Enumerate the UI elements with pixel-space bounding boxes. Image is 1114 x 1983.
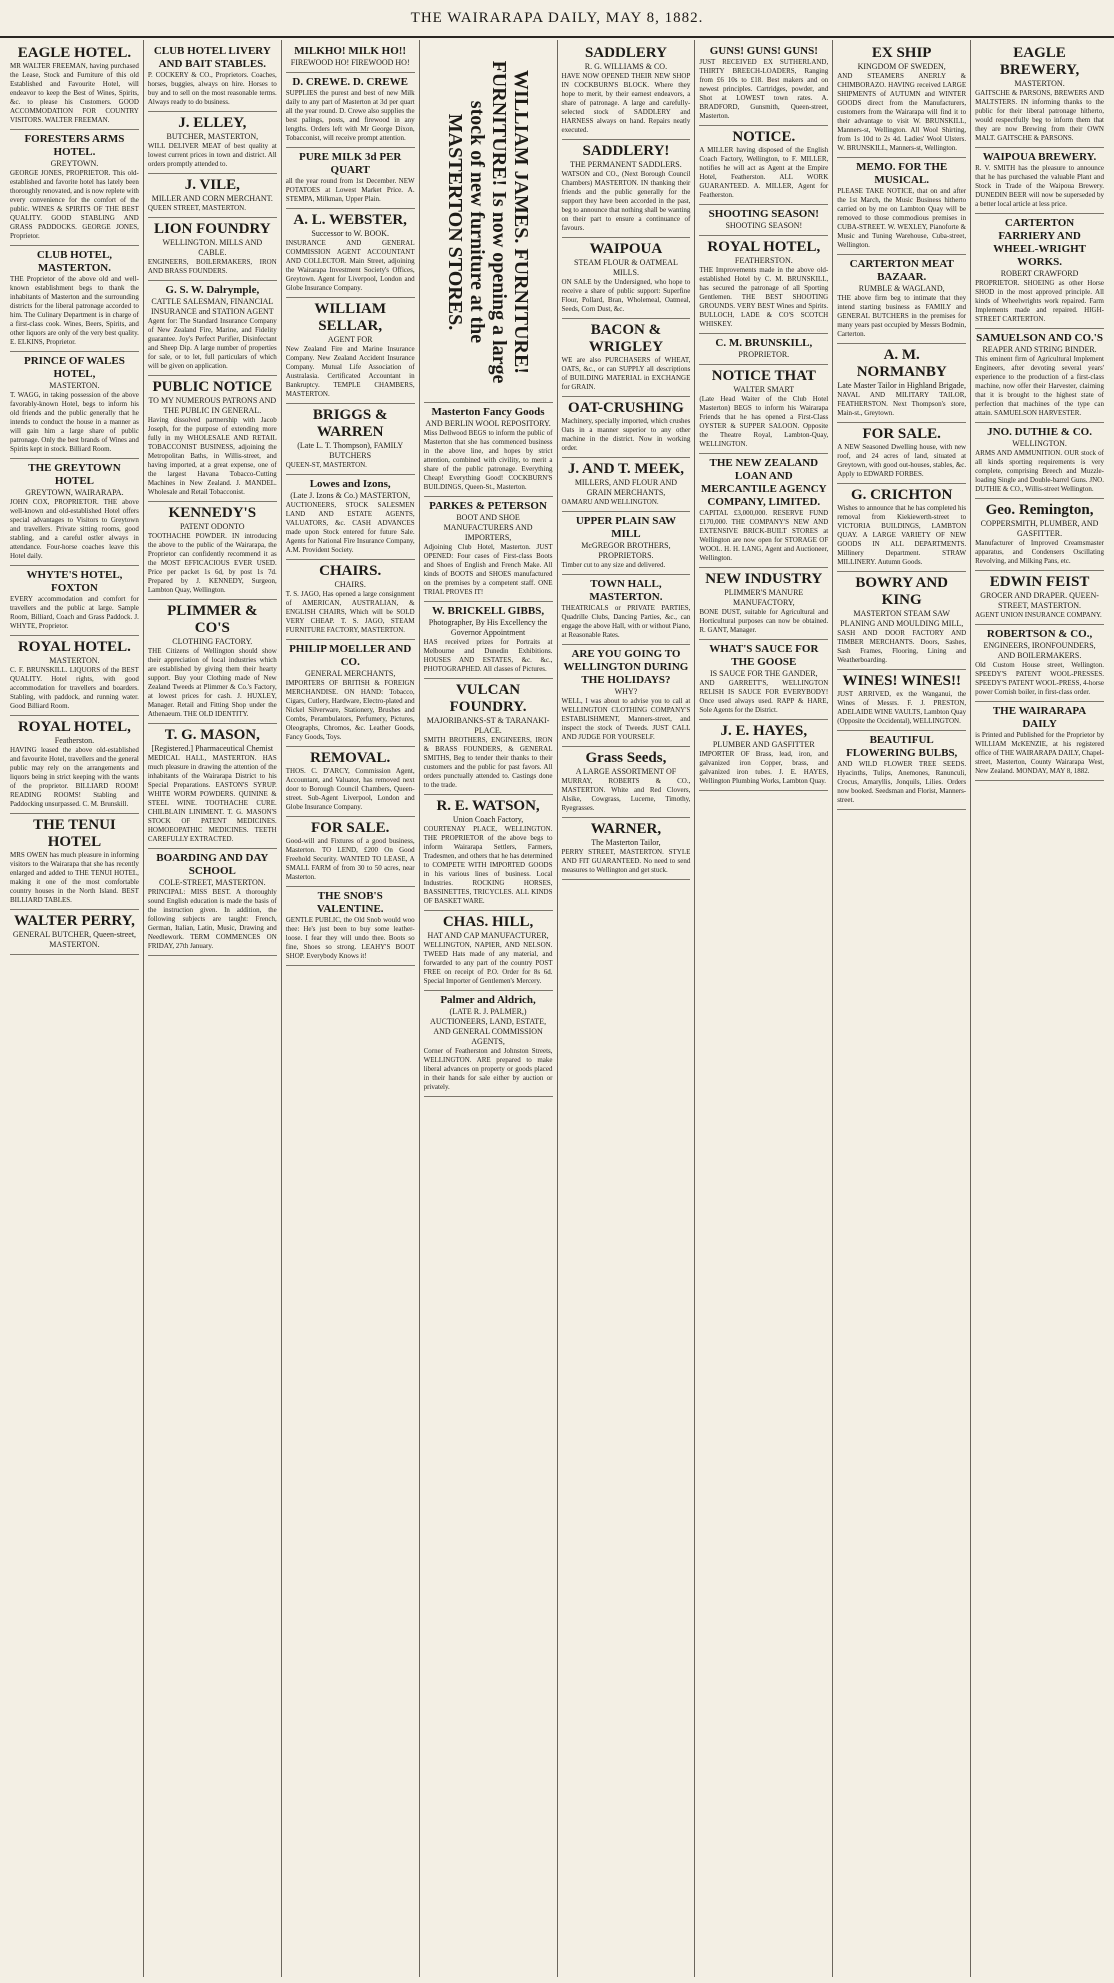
ad-body: Machinery, specially imported, which crushes Oats in a manner superior to any other machine in the district. Now in working order.	[561, 417, 691, 452]
advertisement	[286, 817, 415, 887]
advertisement	[699, 568, 828, 640]
ad-body: PRINCIPAL: MISS BEST. A thoroughly sound English education is made the basis of the instruction given. In addition, the following subjects are taught: French, German, Italian, Latin, Music, Drawing and Needlework. TERM COMMENCES ON FRIDAY, 27th January.	[147, 888, 277, 950]
ad-title: WHYTE'S HOTEL, FOXTON	[26, 569, 123, 594]
advertisement	[562, 575, 691, 645]
ad-body: New Zealand Fire and Marine Insurance Company. New Zealand Accident Insurance Company. Mutual Life Association of Australasia. Certificated Accountant in Bankruptcy. TEMPLE CHAMBERS, MASTERTON.	[285, 345, 415, 398]
ad-title: CARTERTON FARRIERY AND WHEEL-WRIGHT WORKS.	[993, 217, 1087, 268]
ad-subtitle: BOOT AND SHOE MANUFACTURERS AND IMPORTERS,	[443, 513, 533, 542]
ad-body: AGENT UNION INSURANCE COMPANY.	[975, 611, 1102, 619]
advertisement	[837, 344, 966, 423]
ad-title: J. ELLEY,	[178, 115, 247, 131]
advertisement	[286, 475, 415, 560]
advertisement	[148, 502, 277, 600]
column-4	[420, 40, 558, 1977]
ad-title: CARTERTON MEAT BAZAAR.	[849, 258, 954, 283]
ad-title: NOTICE.	[732, 129, 796, 145]
ad-body: ENGINEERS, BOILERMAKERS, IRON AND BRASS FOUNDERS.	[147, 258, 277, 275]
ad-body: THE Proprietor of the above old and well-known establishment begs to thank the inhabitants of Masterton and the surrounding districts for the liberal patronage accorded to him. The Culinary Department is in charge of a first-class cook. Wines, Beers, Spirits, and other liquors are only of the very best quality. E. ELKINS, Proprietor.	[10, 275, 139, 346]
ad-title: WALTER PERRY,	[13, 913, 135, 929]
advertisement	[148, 849, 277, 956]
advertisement	[10, 130, 139, 246]
ad-title: A. L. WEBSTER,	[293, 212, 407, 228]
ad-subtitle: ENGINEERS, IRONFOUNDERS, AND BOILERMAKERS.	[983, 641, 1096, 660]
ad-title: PLIMMER & CO'S	[167, 603, 258, 636]
advertisement	[699, 42, 828, 126]
ad-subtitle: TO MY NUMEROUS PATRONS AND THE PUBLIC IN GENERAL.	[148, 396, 277, 415]
advertisement	[148, 376, 277, 502]
advertisement	[975, 42, 1104, 148]
advertisement	[562, 458, 691, 512]
ad-subtitle: PATENT ODONTO	[180, 522, 245, 531]
ad-body: MURRAY, ROBERTS & CO., MASTERTON. White and Red Clovers, Alsike, Cowgrass, Lucerne, Timothy, Ryegrasses.	[561, 777, 691, 812]
ad-subtitle: MASTERTON STEAM SAW PLANING AND MOULDING MILL,	[840, 609, 964, 628]
ad-subtitle: MASTERTON.	[49, 381, 100, 390]
ad-title: THE TENUI HOTEL	[33, 817, 116, 850]
ad-body: GAITSCHE & PARSONS, BREWERS AND MALTSTERS. IN informing thanks to the public for their liberal patronage hitherto, would respectfully beg to inform them that they are now Brewing from their OWN MALT. GAITSCHE & PARSONS.	[975, 89, 1104, 142]
ad-body: Adjoining Club Hotel, Masterton. JUST OPENED: Four cases of First-class Boots and Shoes of English and French Make. All kinds of BOOTS and SHOES manufactured on the premises by a competent staff. ONE TRIAL PROVES IT!	[423, 543, 553, 596]
ad-subtitle: The Masterton Tailor,	[591, 838, 661, 847]
ad-body: SASH AND DOOR FACTORY AND TIMBER MERCHANTS. Doors, Sashes, Sash Frames, Flooring, Lining and Weatherboarding.	[837, 629, 967, 664]
ad-body: AND GARRETT'S, WELLINGTON RELISH IS SAUCE FOR EVERYBODY! Once used always used. RAPP & HARE, Sole Agents for the District.	[699, 679, 829, 714]
ad-body: BONE DUST, suitable for Agricultural and Horticultural purposes can now be obtained. R. GANT, Manager.	[699, 608, 829, 634]
advertisement	[562, 818, 691, 880]
advertisement	[975, 499, 1104, 571]
ad-title: Palmer and Aldrich,	[440, 994, 536, 1006]
ad-body: Old Custom House street, Wellington. SPEEDY'S PATENT WOOL-PRESSES. SPEEDY'S PATENT WOOL-PRESS, 4-horse power Cornish boiler, in first-class order.	[975, 661, 1104, 696]
ad-subtitle: WHY?	[614, 687, 638, 696]
ad-body: Manufacturer of Improved Creamsmaster apparatus, and Condensers Oscillating Revolving, and Milking Pans, etc.	[975, 539, 1104, 565]
ad-title: SAMUELSON AND CO.'S	[976, 332, 1103, 344]
advertisement	[10, 566, 139, 636]
ad-body: Good-will and Fixtures of a good business, Masterton. TO LEND, £200 On Good Freehold Security. WANTED TO LEASE, A SMALL FARM of from 30 to 50 acres, near Masterton.	[285, 837, 415, 881]
ad-title: WAIPOUA	[589, 241, 663, 257]
ad-body: JUST ARRIVED, ex the Wanganui, the Wines of Messrs. F. J. PRESTON, ADELAIDE WINE VAULTS, Lambton Quay (Opposite the Occidental), WELLINGTON.	[837, 690, 967, 725]
ad-title: ROBERTSON & CO.,	[986, 628, 1093, 640]
advertisement	[562, 397, 691, 458]
ad-body: Wishes to announce that he has completed his removal from Kiekiewerth-street to VICTORIA BUILDINGS, LAMBTON QUAY. A LARGE VARIETY OF NEW GOODS IN ALL DEPARTMENTS. Millinery Department. STRAW MILLINERY. Autumn Goods.	[837, 504, 967, 566]
ad-body: GEORGE JONES, PROPRIETOR. This old-established and favorite hotel has lately been thoroughly renovated, and is now replete with every convenience for the comfort of the public. WINES & SPIRITS OF THE BEST QUALITY. GOOD STABLING AND GRASS PADDOCKS. GEORGE JONES, Proprietor.	[10, 169, 139, 240]
column-7	[833, 40, 971, 1977]
ad-subtitle: PROPRIETOR.	[738, 350, 790, 359]
ad-title: PARKES & PETERSON	[429, 500, 547, 512]
advertisement	[699, 205, 828, 236]
advertisement	[975, 329, 1104, 423]
ad-subtitle: STEAM FLOUR & OATMEAL MILLS.	[574, 258, 678, 277]
advertisement	[975, 148, 1104, 214]
advertisement	[975, 423, 1104, 499]
ad-title: MEMO. FOR THE MUSICAL.	[856, 161, 948, 186]
ad-body: P. COCKERY & CO., Proprietors. Coaches, horses, buggies, always on hire. Horses to buy and to sell on the most reasonable terms. Always ready to do business.	[147, 71, 277, 106]
ad-title: WHAT'S SAUCE FOR THE GOOSE	[709, 643, 819, 668]
ad-subtitle: Successor to W. BOOK.	[311, 229, 389, 238]
ad-body: EVERY accommodation and comfort for travellers and the public at large. Sample Room, Billiard, Coach and Grass Paddock. J. WHYTE, Proprietor.	[10, 595, 139, 630]
ad-subtitle: SHOOTING SEASON!	[725, 221, 803, 230]
ad-title: WAIPOUA BREWERY.	[982, 151, 1097, 163]
ad-title: JNO. DUTHIE & CO.	[987, 426, 1092, 438]
masthead: THE WAIRARAPA DAILY, MAY 8, 1882.	[0, 0, 1114, 38]
ad-title: Geo. Remington,	[985, 502, 1094, 518]
ad-body: GENTLE PUBLIC, the Old Snob would woo thee: He's just been to buy some leather-loose. I fear they will undo thee. Boots so fine, Shoes so strong. LEAHY'S BOOT SHOP. Everybody Knows it!	[285, 916, 415, 960]
ad-title: J. E. HAYES,	[720, 723, 808, 739]
advertisement	[837, 158, 966, 255]
ad-subtitle: GENERAL BUTCHER, Queen-street, MASTERTON.	[12, 930, 137, 949]
ad-body: MR WALTER FREEMAN, having purchased the Lease, Stock and Furniture of this old Established and Favourite Hotel, will endeavor to keep the Best of Wines, Spirits, &c. to please his Customers. GOOD ACCOMMODATION FOR COUNTRY VISITORS. WALTER FREEMAN.	[10, 62, 139, 124]
ad-body: THE Improvements made in the above old-established Hotel by C. M. BRUNSKILL, has secured the patronage of all Sporting Gentlemen. THE BEST SHOOTING GROUNDS. VERY BEST Wines and Spirits. BULLOCH, LADE & CO'S SCOTCH WHISKEY.	[699, 266, 829, 328]
ad-title: VULCAN FOUNDRY.	[449, 682, 527, 715]
ad-title: BOARDING AND DAY SCHOOL	[156, 852, 269, 877]
ad-subtitle: COPPERSMITH, PLUMBER, AND GASFITTER.	[980, 519, 1099, 538]
advertisement	[975, 702, 1104, 781]
rotated-advertisement	[424, 42, 553, 403]
ad-body: Miss Dellwood BEGS to inform the public of Masterton that she has commenced business in the above line, and hopes by strict attention, combined with civility, to merit a share of the public patronage. Everything Cheap! Everything Good! COCKBURN'S BUILDINGS, Queen-St., Masterton.	[423, 429, 553, 491]
ad-title: NOTICE THAT	[711, 368, 816, 384]
ad-title: FOR SALE.	[311, 820, 390, 836]
ad-subtitle: Featherston.	[54, 736, 95, 745]
ad-body: IMPORTERS OF BRITISH & FOREIGN MERCHANDISE. ON HAND: Tobacco, Cigars, Cutlery, Hardware, Electro-plated and Nickel Silverware, Stationery, Brushes and Combs, Perambulators, Perfumery, Pictures, Oleographs, Chromos, &c. Leather Goods, Fancy Goods, Toys.	[285, 679, 415, 741]
ad-title: WARNER,	[590, 821, 662, 837]
column-1	[6, 40, 144, 1977]
ad-title: FOR SALE.	[862, 426, 941, 442]
ad-title: THE WAIRARAPA DAILY	[992, 705, 1087, 730]
ad-body: WELLINGTON, NAPIER, AND NELSON. TWEED Hats made of any material, and forwarded to any part of the country POST FREE on receipt of P.O. Order for 8s 6d. Special Importer of Gentlemen's Mercery.	[423, 941, 553, 985]
ad-title: NEW INDUSTRY	[705, 571, 823, 587]
ad-title: C. M. BRUNSKILL,	[715, 337, 813, 349]
ad-subtitle: Photographer, By His Excellency the Governor Appointment	[428, 618, 548, 637]
advertisement	[286, 298, 415, 404]
advertisement	[148, 218, 277, 281]
advertisement	[562, 140, 691, 238]
ad-body: C. F. BRUNSKILL. LIQUORS of the BEST QUALITY. Hotel rights, with good accommodation for travellers and boarders. Stabling, with paddock, and running water. Good Billiard Room.	[10, 666, 139, 710]
advertisement	[699, 334, 828, 365]
ad-body: SMITH BROTHERS, ENGINEERS, IRON & BRASS FOUNDERS, & GENERAL SMITHS, Beg to tender their thanks to their customers and the public for past favors. All orders punctually attended to. Castings done to the trade.	[423, 736, 553, 789]
ad-subtitle: FEATHERSTON.	[734, 256, 793, 265]
ad-subtitle: KINGDOM OF SWEDEN,	[857, 62, 946, 71]
ad-body: AND WILD FLOWER TREE SEEDS. Hyacinths, Tulips, Anemones, Ranunculi, Crocus, Amaryllis, Jonquils, Lilies. Orders now booked. Seedsman and Florist, Manners-street.	[837, 760, 967, 804]
ad-title: Masterton Fancy Goods	[431, 406, 545, 418]
ad-subtitle: WELLINGTON. MILLS AND CABLE.	[162, 238, 263, 257]
ad-title: EAGLE HOTEL.	[17, 45, 132, 61]
ad-title: G. CRICHTON	[850, 487, 953, 503]
ad-title: LION FOUNDRY	[154, 221, 271, 237]
advertisement	[10, 910, 139, 955]
advertisement	[424, 679, 553, 795]
ad-body: TOOTHACHE POWDER. IN introducing the above to the public of the Wairarapa, the Proprietor can confidently recommend it as the MOST EFFICACIOUS EVER USED. Price per packet 1s 6d, by post 1s 7d. Prepared by J. KENNEDY, Surgeon, Lambton Quay, Wellington.	[147, 532, 277, 594]
ad-subtitle: GROCER AND DRAPER. QUEEN-STREET, MASTERTON.	[980, 591, 1099, 610]
advertisement	[286, 747, 415, 817]
advertisement	[424, 911, 553, 991]
ad-body: Timber cut to any size and delivered.	[561, 561, 666, 569]
column-2	[144, 40, 282, 1977]
advertisement	[10, 459, 139, 566]
ad-subtitle: GREYTOWN, WAIRARAPA.	[25, 488, 124, 497]
advertisement	[286, 148, 415, 209]
advertisement	[837, 255, 966, 344]
ad-subtitle: (Late L. T. Thompson), FAMILY BUTCHERS	[297, 441, 404, 460]
column-5	[558, 40, 696, 1977]
ad-subtitle: MILLERS, AND FLOUR AND GRAIN MERCHANTS,	[574, 478, 678, 497]
ad-title: R. E. WATSON,	[436, 798, 540, 814]
advertisement	[699, 236, 828, 334]
advertisement	[837, 670, 966, 731]
advertisement	[562, 512, 691, 575]
advertisement	[699, 720, 828, 791]
ad-title: UPPER PLAIN SAW MILL	[575, 515, 677, 540]
ad-body: AUCTIONEERS, STOCK SALESMEN LAND AND ESTATE AGENTS, VALUATORS, &c. CASH ADVANCES made upon Stock entered for future Sale. Agents for National Fire Insurance Company, A.M. Provident Society.	[285, 501, 415, 554]
ad-title: EAGLE BREWERY,	[999, 45, 1080, 78]
advertisement	[837, 423, 966, 484]
ad-body: all the year round from 1st December. NEW POTATOES at Lowest Market Price. A. STEMPA, Milkman, Upper Plain.	[285, 177, 415, 203]
ad-body: PLEASE TAKE NOTICE, that on and after the 1st March, the Music Business hitherto carried on by me on Lambton Quay will be removed to those commodious premises in CUBA-STREET. W. WEXLEY, Pianoforte & Music and Tuning Warehouse, Cuba-street, Wellington.	[837, 187, 967, 249]
column-3	[282, 40, 420, 1977]
ad-title: W. BRICKELL GIBBS,	[432, 605, 545, 617]
ad-title: EDWIN FEIST	[989, 574, 1090, 590]
ad-subtitle: CATTLE SALESMAN, FINANCIAL INSURANCE and STATION AGENT	[150, 297, 274, 316]
ad-title: ROYAL HOTEL,	[18, 719, 131, 735]
ad-body: HAVE NOW OPENED THEIR NEW SHOP IN COCKBURN'S BLOCK. Where they hope to merit, by their earnest endeavors, a share of patronage. A large and carefully-selected stock of SADDLERY and HARNESS always on hand. Repairs neatly executed.	[561, 72, 691, 134]
column-8	[971, 40, 1108, 1977]
ad-title: SHOOTING SEASON!	[708, 208, 819, 220]
ad-subtitle: HAT AND CAP MANUFACTURER,	[427, 931, 549, 940]
ad-body: is Printed and Published for the Proprietor by WILLIAM McKENZIE, at his registered office of THE WAIRARAPA DAILY, Chapel-street, Masterton, County Wairarapa West, New Zealand. MONDAY, MAY 8, 1882.	[975, 731, 1104, 775]
ad-title: THE NEW ZEALAND LOAN AND MERCANTILE AGENCY COMPANY, LIMITED.	[701, 457, 827, 508]
advertisement	[148, 600, 277, 724]
ad-subtitle: (Late J. Izons & Co.) MASTERTON,	[290, 491, 411, 500]
ad-title: Grass Seeds,	[585, 750, 667, 766]
ad-title: WILLIAM SELLAR,	[314, 301, 387, 334]
ad-body: CAPITAL £3,000,000. RESERVE FUND £170,000. THE COMPANY'S NEW AND EXTENSIVE BRICK-BUILT STORES at Wellington are now open for STORAGE OF WOOL. H. H. LANG, Agent and Auctioneer, Wellington.	[699, 509, 829, 562]
advertisement	[148, 174, 277, 218]
ad-subtitle: R. G. WILLIAMS & CO.	[584, 62, 668, 71]
ad-title: TOWN HALL, MASTERTON.	[589, 578, 663, 603]
ad-subtitle: BUTCHER, MASTERTON,	[166, 132, 259, 141]
ad-body: MRS OWEN has much pleasure in informing visitors to the Wairarapa that she has recently enlarged and added to THE TENUI HOTEL, making it one of the most comfortable country houses in the North Island. BEST BILLIARD TABLES.	[10, 851, 139, 904]
ad-body: Having dissolved partnership with Jacob Joseph, for the purpose of extending more fully in my WHOLESALE AND RETAIL TOBACCONIST BUSINESS, adjoining the Metropolitan Baths, in Willis-street, and having imported, at a great expense, one of the largest Havana Tobacco-Cutting Machines in New Zealand. J. MANDEL. Wholesale and Retail Tobacconist.	[147, 416, 277, 496]
ad-subtitle: GREYTOWN.	[50, 159, 99, 168]
advertisement	[562, 319, 691, 397]
ad-body: OAMARU AND WELLINGTON.	[561, 498, 659, 506]
ad-title: BACON & WRIGLEY	[588, 322, 664, 355]
ad-body: HAVING leased the above old-established and favourite Hotel, travellers and the general public may rely on the arrangements and liquors being in strict keeping with the wants of the proprietor. BILLIARD ROOM! READING ROOMS! Stabling and Paddocking unsurpassed. C. M. Brunskill.	[10, 746, 139, 808]
ad-title: KENNEDY'S	[168, 505, 257, 521]
ad-title: THE GREYTOWN HOTEL	[28, 462, 121, 487]
ad-title: BRIGGS & WARREN	[312, 407, 388, 440]
ad-subtitle: MILLER AND CORN MERCHANT.	[151, 194, 273, 203]
ad-title: EX SHIP	[871, 45, 932, 61]
advertisement	[10, 352, 139, 459]
ad-body: MEDICAL HALL, MASTERTON. HAS much pleasure in drawing the attention of the inhabitants of the Wairarapa District to his Special Preparations. EASTON'S SYRUP. WHITE WORM POWDERS. QUININE & STEEL WINE. TOOTHACHE CURE. CHILBLAIN LINIMENT. T. G. MASON'S STOCK OF PATENT MEDICINES. HOMOEOPATHIC MEDICINES. TEETH CAREFULLY EXTRACTED.	[147, 754, 277, 843]
ad-subtitle: Late Master Tailor in Highland Brigade,	[837, 381, 966, 390]
ad-body: INSURANCE AND GENERAL COMMISSION AGENT ACCOUNTANT AND COLLECTOR. Main Street, adjoining the Wairarapa Investment Society's Offices, Greytown. Agent for Liverpool, London and Globe Insurance Company.	[285, 239, 415, 292]
ad-subtitle: PLIMMER'S MANURE MANUFACTORY,	[724, 588, 804, 607]
advertisement	[286, 73, 415, 148]
ad-title: BOWRY AND KING	[855, 575, 949, 608]
advertisement	[837, 731, 966, 810]
ad-title: CHAS. HILL,	[442, 914, 534, 930]
ad-title: REMOVAL.	[310, 750, 391, 766]
ad-subtitle: MASTERTON.	[49, 656, 100, 665]
ad-body: WILL DELIVER MEAT of best quality at lowest current prices in town and district. All orders promptly attended to.	[147, 142, 277, 168]
advertisement	[424, 991, 553, 1097]
advertisement	[148, 112, 277, 174]
ad-body: PROPRIETOR. SHOEING as other Horse SHOD in the most approved principle. All kinds of Wheelwrights work repaired. Farm Implements made and repaired. HIGH-STREET CARTERTON.	[975, 279, 1104, 323]
advertisement	[10, 716, 139, 814]
ad-body: COURTENAY PLACE, WELLINGTON. THE PROPRIETOR of the above begs to inform Wairarapa Settlers, Farmers, Tradesmen, and others that he has determined to COMPETE WITH IMPORTED GOODS in his various lines of business. Local Industries. ROCKING HORSES, BASSINETTES, TRICYCLES. ALL KINDS OF BASKET WARE.	[423, 825, 553, 905]
ad-body: Agent for: The Standard Insurance Company of New Zealand Fire, Marine, and Fidelity guarantee. Joy's Perfect Purifier, Disinfectant and Sheep Dip. A large number of properties for sale, or to let, full particulars of which will be given on application.	[147, 317, 277, 370]
ad-subtitle: CLOTHING FACTORY.	[172, 637, 253, 646]
advertisement	[148, 42, 277, 112]
ad-subtitle: THE PERMANENT SADDLERS.	[570, 160, 682, 169]
ad-body: THEATRICALS or PRIVATE PARTIES, Quadrille Clubs, Dancing Parties, &c., can engage the above Hall, with or without Piano, at Reasonable Rates.	[561, 604, 691, 639]
ad-title: ARE YOU GOING TO WELLINGTON DURING THE HOLIDAYS?	[563, 648, 689, 686]
advertisement	[286, 560, 415, 640]
ad-title: BEAUTIFUL FLOWERING BULBS,	[846, 734, 958, 759]
ad-body: AND STEAMERS ANERLY & CHIMBORAZO. HAVING received LARGE SHIPMENTS of AUTUMN and WINTER GOODS direct from the Manufacturers, customers from the Wairarapa will find it to their advantage to visit W. BRUNSKILL, Manners-st, Wellington. All Wool Shirting, from 1s 10d to 2s 4d. Ladies' Wool Ulsters. W. BRUNSKILL, Manners-st, Wellington.	[837, 72, 967, 152]
ad-body: ON SALE by the Undersigned, who hope to receive a share of public support: Superfine Flour, Pollard, Bran, Wholemeal, Oatmeal, Seeds, Corn Dust, &c.	[561, 278, 691, 313]
advertisement	[148, 724, 277, 849]
rotated-ad-text: WILLIAM JAMES. FURNITURE! FURNITURE! Is now opening a large stock of new furniture at the MASTERTON STORES.	[444, 60, 533, 384]
ad-title: ROYAL HOTEL,	[707, 239, 821, 255]
ad-body: WATSON and CO., (Next Borough Council Chambers) MASTERTON. IN thanking their friends and the public generally for the support they have been accorded in the past, beg to announce that nothing shall be wanting on their part to ensure a continuance of favours.	[561, 170, 691, 232]
ad-subtitle: WALTER SMART	[733, 385, 795, 394]
ad-body: T. S. JAGO, Has opened a large consignment of AMERICAN, AUSTRALIAN, & ENGLISH CHAIRS, Which will be SOLD VERY CHEAP. T. S. JAGO, STEAM FURNITURE FACTORY, MASTERTON.	[285, 590, 415, 634]
ad-title: PRINCE OF WALES HOTEL,	[24, 355, 125, 380]
ad-subtitle: FIREWOOD HO! FIREWOOD HO!	[290, 58, 410, 67]
advertisement	[424, 795, 553, 911]
ad-body: QUEEN STREET, MASTERTON.	[147, 204, 246, 212]
ad-body: NAVAL AND MILITARY TAILOR, FEATHERSTON. Next Thompson's store, Main-st., Greytown.	[837, 391, 967, 417]
ad-subtitle: COLE-STREET, MASTERTON.	[159, 878, 266, 887]
ad-title: THE SNOB'S VALENTINE.	[316, 890, 384, 915]
ad-title: PUBLIC NOTICE	[152, 379, 273, 395]
ad-body: THOS. C. D'ARCY, Commission Agent, Accountant, and Valuator, has removed next door to Borough Council Chambers, Queen-street. Sub-Agent Liverpool, London and Globe Insurance Company.	[285, 767, 415, 811]
ad-subtitle: A LARGE ASSORTMENT OF	[575, 767, 677, 776]
ad-subtitle: AGENT FOR	[327, 335, 373, 344]
advertisement	[699, 365, 828, 454]
ad-subtitle: PLUMBER AND GASFITTER	[712, 740, 815, 749]
ad-body: A MILLER having disposed of the English Coach Factory, Wellington, to F. MILLER, notifies he will act as Agent at the Empire Hotel, Featherston. ALL WORK GUARANTEED. A. MILLER, Agent for Featherston.	[699, 146, 829, 199]
ad-subtitle: ROBERT CRAWFORD	[1000, 269, 1079, 278]
advertisement	[699, 640, 828, 720]
advertisement	[562, 238, 691, 319]
advertisement	[699, 126, 828, 205]
ad-body: ARMS AND AMMUNITION. OUR stock of all kinds sporting requirements is very complete, comprising Breech and Muzzle-loading Single and Double-barrel Guns. JNO. DUTHIE & CO., Willis-street Wellington.	[975, 449, 1104, 493]
ad-title: CLUB HOTEL LIVERY AND BAIT STABLES.	[153, 45, 271, 70]
ad-body: WELL, I was about to advise you to call at WELLINGTON CLOTHING COMPANY'S ESTABLISHMENT, Manners-street, and inspect the stock of Tweeds. JUST CALL AND JUDGE FOR YOURSELF.	[561, 697, 691, 741]
advertisement	[699, 454, 828, 568]
advertisement	[562, 747, 691, 818]
ad-subtitle: CHAIRS.	[334, 580, 366, 589]
ad-body: JUST RECEIVED EX SUTHERLAND, THIRTY BREECH-LOADERS, Ranging from £6 10s to £18. Best makers and on newest principles. Cartridges, powder, and Shot at LOWEST town rates. A. BRADFORD, Gunsmith, Queen-street, Masterton.	[699, 58, 829, 120]
ad-body: Corner of Featherston and Johnston Streets, WELLINGTON. ARE prepared to make liberal advances on property or goods placed in their hands for sale either by auction or privately.	[423, 1047, 553, 1091]
ad-title: CLUB HOTEL, MASTERTON.	[36, 249, 113, 274]
ad-title: Lowes and Izons,	[309, 478, 391, 490]
advertisement	[10, 246, 139, 352]
ad-subtitle: MASTERTON.	[1014, 79, 1065, 88]
ad-body: QUEEN-ST, MASTERTON.	[285, 461, 367, 469]
advertisement	[10, 636, 139, 716]
ad-subtitle: AND BERLIN WOOL REPOSITORY.	[425, 419, 551, 428]
column-6	[695, 40, 833, 1977]
ad-body: HAS received prizes for Portraits at Melbourne and Dunedin Exhibitions. HOUSES AND ESTATES, &c. &c., PHOTOGRAPHED. All classes of Pictures.	[423, 638, 553, 673]
ad-title: PURE MILK 3d PER QUART	[299, 151, 402, 176]
ad-body: R. V. SMITH has the pleasure to announce that he has purchased the valuable Plant and Stock in Trade of the Waipoua Brewery. DUNEDIN BEER will now be superseded by a better local article at less price.	[975, 164, 1104, 208]
ad-body: This eminent firm of Agricultural Implement Engineers, after devoting several years' experience to the production of a first-class machine, now offer their Harvester, claiming that it is brought to the highest state of perfection that machines of the type can attain. SAMUELSON HARVESTER.	[975, 355, 1104, 417]
advertisement	[975, 214, 1104, 329]
ad-subtitle: GENERAL MERCHANTS,	[305, 669, 396, 678]
ad-body: THE Citizens of Wellington should show their appreciation of local industries which are established by giving them their hearty support. Buy your Clothing made of New Zealand Tweeds at Plimmer & Co.'s Factory, at lowest prices for cash. J. HUXLEY, Manager. Retail and Fitting Shop under the Athenaeum. THE OLD IDENTITY.	[147, 647, 277, 718]
advertisement	[837, 484, 966, 572]
ad-title: G. S. W. Dalrymple,	[165, 284, 260, 296]
ad-title: SADDLERY!	[582, 143, 670, 159]
ad-title: T. G. MASON,	[164, 727, 260, 743]
ad-title: J. AND T. MEEK,	[567, 461, 684, 477]
advertisement	[286, 887, 415, 966]
ad-subtitle: RUMBLE & WAGLAND,	[858, 284, 945, 293]
ad-subtitle: Union Coach Factory,	[452, 815, 524, 824]
ad-body: A NEW Seasoned Dwelling house, with new roof, and 24 acres of land, situated at Greytown, with good out-houses, stables, &c. Apply to EDWARD FORBES.	[837, 443, 967, 478]
ad-body: THE above firm beg to intimate that they intend starting business as FAMILY and GENERAL BUTCHERS in the premises for many years past occupied by Messrs Bodmin, Carterton.	[837, 294, 967, 338]
ad-title: PHILIP MOELLER AND CO.	[289, 643, 412, 668]
columns-container	[6, 40, 1108, 1977]
ad-title: CHAIRS.	[319, 563, 382, 579]
advertisement	[10, 814, 139, 910]
ad-subtitle: McGREGOR BROTHERS, PROPRIETORS.	[581, 541, 671, 560]
ad-subtitle: [Registered.] Pharmaceutical Chemist	[151, 744, 274, 753]
ad-subtitle: WELLINGTON.	[1012, 439, 1067, 448]
ad-body: SUPPLIES the purest and best of new Milk daily to any part of Masterton at 3d per quart all the year round. D. Crewe also supplies the best palings, posts, and firewood in any lengths. Orders left with Mr George Dixon, Tobacconist, will receive prompt attention.	[285, 89, 415, 142]
ad-title: J. VILE,	[184, 177, 240, 193]
ad-body: (Late Head Waiter of the Club Hotel Masterton) BEGS to inform his Wairarapa Friends that he has opened a First-Class OYSTER & SUPPER SALOON. Opposite the Theatre Royal, Lambton-Quay, WELLINGTON.	[699, 395, 829, 448]
advertisement	[286, 42, 415, 73]
advertisement	[424, 403, 553, 497]
ad-body: IMPORTER OF Brass, lead, iron, and galvanized iron Copper, brass, and galvanized iron tubes. J. E. HAYES, Wellington Plumbing Works, Lambton Quay.	[699, 750, 829, 785]
ad-subtitle: (LATE R. J. PALMER,) AUCTIONEERS, LAND, ESTATE, AND GENERAL COMMISSION AGENTS,	[430, 1007, 547, 1046]
ad-body: WE are also PURCHASERS of WHEAT, OATS, &c., or can SUPPLY all descriptions of BUILDING MATERIAL in EXCHANGE for GRAIN.	[561, 356, 691, 391]
ad-title: MILKHO! MILK HO!!	[294, 45, 407, 57]
advertisement	[424, 602, 553, 679]
advertisement	[286, 209, 415, 298]
advertisement	[975, 571, 1104, 625]
advertisement	[148, 281, 277, 376]
advertisement	[975, 625, 1104, 702]
ad-subtitle: REAPER AND STRING BINDER.	[982, 345, 1097, 354]
ad-title: GUNS! GUNS! GUNS!	[709, 45, 818, 57]
ad-subtitle: MAJORIBANKS-ST & TARANAKI-PLACE.	[426, 716, 550, 735]
advertisement	[837, 42, 966, 158]
advertisement	[424, 497, 553, 602]
ad-title: WINES! WINES!!	[842, 673, 961, 689]
advertisement	[286, 404, 415, 475]
ad-body: PERRY STREET, MASTERTON. STYLE AND FIT GUARANTEED. No need to send measures to Wellington and get stuck.	[561, 848, 691, 874]
advertisement	[837, 572, 966, 670]
ad-title: D. CREWE. D. CREWE	[292, 76, 408, 88]
advertisement	[562, 42, 691, 140]
advertisement	[562, 645, 691, 747]
ad-title: SADDLERY	[584, 45, 667, 61]
ad-title: ROYAL HOTEL.	[18, 639, 131, 655]
ad-title: FORESTERS ARMS HOTEL.	[24, 133, 125, 158]
ad-body: T. WAGG, in taking possession of the above favorably-known Hotel, begs to inform his old friends and the public generally that he intends to conduct the house in a manner as will gain him a large share of public patronage. Only the best brands of Wines and Spirits kept in stock. Billiard Room.	[10, 391, 139, 453]
advertisement	[286, 640, 415, 747]
ad-title: A. M. NORMANBY	[856, 347, 947, 380]
ad-title: OAT-CRUSHING	[568, 400, 684, 416]
ad-body: JOHN COX, PROPRIETOR. THE above well-known and old-established Hotel offers special advantages to Visitors to Greytown and travellers. Private sitting rooms, good stabling, and a careful ostler always in attendance. Four-horse coaches leave this Hotel daily.	[10, 498, 139, 560]
ad-subtitle: IS SAUCE FOR THE GANDER,	[709, 669, 818, 678]
advertisement	[10, 42, 139, 130]
